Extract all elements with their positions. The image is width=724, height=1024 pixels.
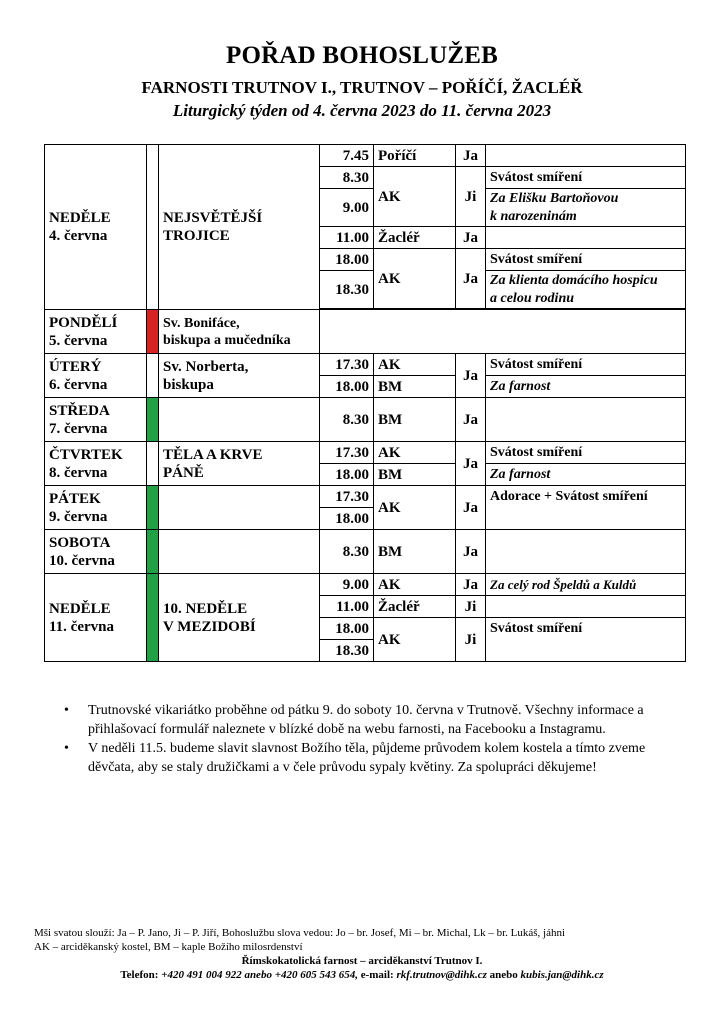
place-cell: AK: [374, 354, 456, 376]
time-cell: 8.30: [320, 398, 374, 442]
priest-cell: Ja: [456, 227, 486, 249]
place-cell: Žacléř: [374, 596, 456, 618]
note-cell: [486, 145, 686, 167]
note-cell: Svátost smíření: [486, 249, 686, 271]
feast-cell: Sv. Norberta, biskupa: [159, 354, 320, 398]
note-cell: Adorace + Svátost smíření: [486, 486, 686, 530]
place-cell: AK: [374, 442, 456, 464]
day-cell: STŘEDA 7. června: [45, 398, 147, 442]
priest-cell: Ja: [456, 530, 486, 574]
note-cell: [486, 398, 686, 442]
footer-legend: AK – arciděkanský kostel, BM – kaple Božího milosrdenství: [34, 941, 303, 953]
email-link[interactable]: kubis.jan@dihk.cz: [520, 969, 604, 981]
announcements-list: [58, 701, 684, 777]
feast-cell: Sv. Bonifáce, biskupa a mučedníka: [159, 310, 320, 354]
priest-cell: Ja: [456, 354, 486, 398]
priest-cell: Ji: [456, 596, 486, 618]
day-cell: SOBOTA 10. června: [45, 530, 147, 574]
intention-cell: Za farnost: [486, 464, 686, 486]
note-cell: Svátost smíření: [486, 618, 686, 662]
liturgical-color-white: [147, 354, 159, 398]
place-cell: BM: [374, 464, 456, 486]
footer-parish: Římskokatolická farnost – arciděkanství Trutnov I.: [241, 955, 483, 967]
table-row: [45, 486, 686, 508]
table-row: [45, 398, 686, 442]
email-link[interactable]: rkf.trutnov@dihk.cz: [396, 969, 487, 981]
place-cell: BM: [374, 398, 456, 442]
feast-cell: [159, 486, 320, 530]
liturgical-color-green: [147, 530, 159, 574]
place-cell: AK: [374, 167, 456, 227]
table-row: [45, 442, 686, 464]
liturgical-color-green: [147, 574, 159, 662]
empty-cell: [320, 310, 686, 354]
time-cell: 9.00: [320, 189, 374, 227]
priest-cell: Ja: [456, 486, 486, 530]
place-cell: AK: [374, 486, 456, 530]
place-cell: Žacléř: [374, 227, 456, 249]
note-cell: Svátost smíření: [486, 354, 686, 376]
time-cell: 18.00: [320, 464, 374, 486]
priest-cell: Ja: [456, 249, 486, 309]
table-row: [45, 310, 686, 354]
table-row: [45, 354, 686, 376]
place-cell: BM: [374, 530, 456, 574]
schedule-table: [44, 144, 686, 662]
note-cell: Svátost smíření: [486, 442, 686, 464]
time-cell: 17.30: [320, 486, 374, 508]
time-cell: 11.00: [320, 596, 374, 618]
intention-cell: Za celý rod Špeldů a Kuldů: [486, 574, 686, 596]
place-cell: BM: [374, 376, 456, 398]
page-title: POŘAD BOHOSLUŽEB: [226, 42, 498, 69]
week-range: Liturgický týden od 4. června 2023 do 11. června 2023: [172, 101, 552, 120]
announcement-item: • V neděli 11.5. budeme slavit slavnost Božího těla, půjdeme průvodem kolem kostela a tímto zveme děvčata, aby se staly družičkami a v čele průvodu sypaly květiny. Za spolupráci děkujeme!: [58, 739, 684, 777]
liturgical-color-green: [147, 486, 159, 530]
priest-cell: Ja: [456, 398, 486, 442]
feast-cell: [159, 530, 320, 574]
place-cell: AK: [374, 574, 456, 596]
day-cell: ÚTERÝ 6. června: [45, 354, 147, 398]
feast-cell: NEJSVĚTĚJŠÍ TROJICE: [159, 145, 320, 310]
parish-subtitle: FARNOSTI TRUTNOV I., TRUTNOV – POŘÍČÍ, ŽACLÉŘ: [141, 78, 583, 97]
liturgical-color-white: [147, 145, 159, 310]
time-cell: 18.00: [320, 618, 374, 640]
place-cell: AK: [374, 249, 456, 309]
day-cell: PONDĚLÍ 5. června: [45, 310, 147, 354]
announcement-item: • Trutnovské vikariátko proběhne od pátku 9. do soboty 10. června v Trutnově. Všechny informace a přihlašovací formulář naleznete v blízké době na webu farnosti, na Facebooku a Instagramu.: [58, 701, 684, 739]
time-cell: 18.00: [320, 508, 374, 530]
place-cell: Poříčí: [374, 145, 456, 167]
note-cell: Svátost smíření: [486, 167, 686, 189]
time-cell: 11.00: [320, 227, 374, 249]
priest-cell: Ji: [456, 618, 486, 662]
liturgical-color-white: [147, 442, 159, 486]
footer-contact: Telefon: +420 491 004 922 anebo +420 605 543 654, e-mail: rkf.trutnov@dihk.cz anebo kubis.jan@dihk.cz: [120, 969, 604, 981]
time-cell: 18.30: [320, 640, 374, 662]
time-cell: 7.45: [320, 145, 374, 167]
feast-cell: TĚLA A KRVE PÁNĚ: [159, 442, 320, 486]
liturgical-color-red: [147, 310, 159, 354]
time-cell: 8.30: [320, 530, 374, 574]
note-cell: [486, 530, 686, 574]
priest-cell: Ja: [456, 442, 486, 486]
day-cell: ČTVRTEK 8. června: [45, 442, 147, 486]
intention-cell: Za Elišku Bartoňovou k narozeninám: [486, 189, 686, 227]
footer-celebrants: Mši svatou slouží: Ja – P. Jano, Ji – P. Jiří, Bohoslužbu slova vedou: Jo – br. Josef, Mi – br. Michal, Lk – br. Lukáš, jáhni: [34, 927, 566, 939]
table-row: [45, 145, 686, 167]
priest-cell: Ji: [456, 167, 486, 227]
table-row: [45, 574, 686, 596]
time-cell: 17.30: [320, 442, 374, 464]
note-cell: [486, 596, 686, 618]
time-cell: 18.00: [320, 249, 374, 271]
intention-cell: Za farnost: [486, 376, 686, 398]
note-cell: [486, 227, 686, 249]
table-row: [45, 530, 686, 574]
day-cell: PÁTEK 9. června: [45, 486, 147, 530]
feast-cell: 10. NEDĚLE V MEZIDOBÍ: [159, 574, 320, 662]
priest-cell: Ja: [456, 145, 486, 167]
time-cell: 17.30: [320, 354, 374, 376]
liturgical-color-green: [147, 398, 159, 442]
place-cell: AK: [374, 618, 456, 662]
time-cell: 9.00: [320, 574, 374, 596]
phone-numbers: +420 491 004 922 anebo +420 605 543 654,: [161, 969, 358, 981]
priest-cell: Ja: [456, 574, 486, 596]
time-cell: 8.30: [320, 167, 374, 189]
time-cell: 18.30: [320, 271, 374, 309]
intention-cell: Za klienta domácího hospicu a celou rodinu: [486, 271, 686, 309]
feast-cell: [159, 398, 320, 442]
day-cell: NEDĚLE 11. června: [45, 574, 147, 662]
time-cell: 18.00: [320, 376, 374, 398]
day-cell: NEDĚLE 4. června: [45, 145, 147, 310]
